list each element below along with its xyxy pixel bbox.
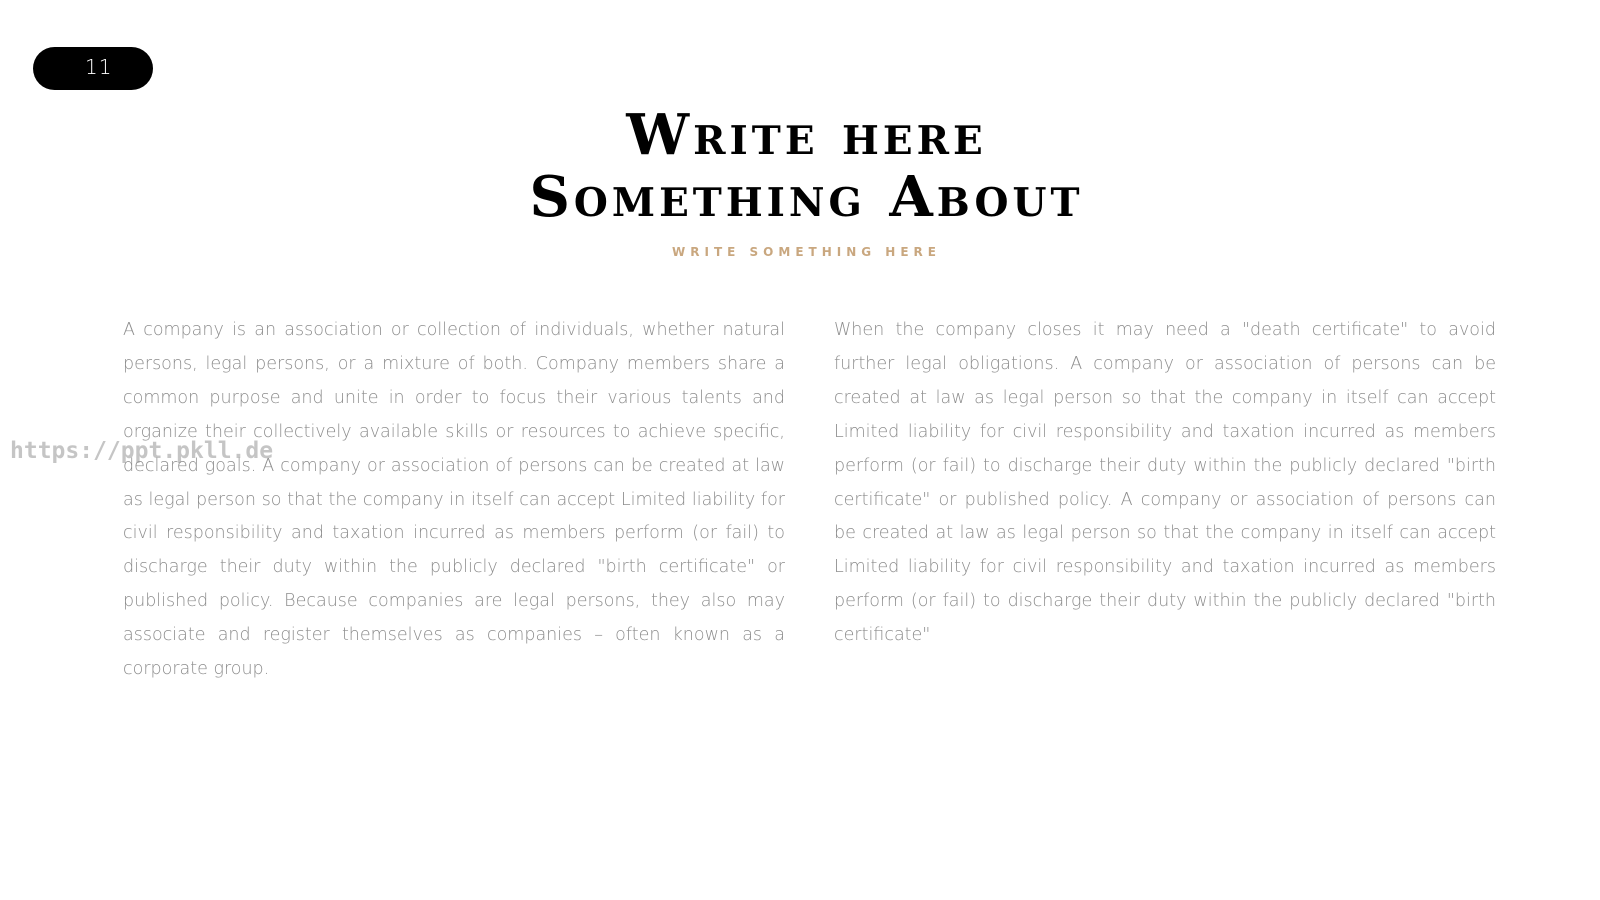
right-paragraph: When the company closes it may need a "death certificate" to avoid further legal obligations. A company or association of persons can be created at law as legal person so that the company in itself can accept Limited liability for civil responsibility and taxation incurred as members perform (or fail) to discharge their duty within the publicly declared "birth certificate" or published policy. A company or association of persons can be created at law as legal person so that the company in itself can accept Limited liability for civil responsibility and taxation incurred as members perform (or fail) to discharge their duty within the publicly declared "birth certificate" — [834, 320, 1496, 646]
page-number-badge — [33, 47, 153, 90]
title-line-2: Something About — [529, 164, 1084, 230]
slide-subtitle: WRITE SOMETHING HERE — [672, 245, 941, 259]
slide-title — [0, 104, 1600, 228]
watermark-text: https://ppt.pkll.de — [10, 438, 274, 464]
title-line-1: Write here — [626, 102, 987, 168]
page-number: 11 — [85, 55, 113, 79]
left-paragraph: A company is an association or collection of individuals, whether natural persons, legal persons, or a mixture of both. Company members share a common purpose and unite in order to focus their various talents and organize their collectively available skills or resources to achieve specific, declared goals. A company or association of persons can be created at law as legal person so that the company in itself can accept Limited liability for civil responsibility and taxation incurred as members perform (or fail) to discharge their duty within the publicly declared "birth certificate" or published policy. Because companies are legal persons, they also may associate and register themselves as companies – often known as a corporate group. — [123, 320, 785, 680]
